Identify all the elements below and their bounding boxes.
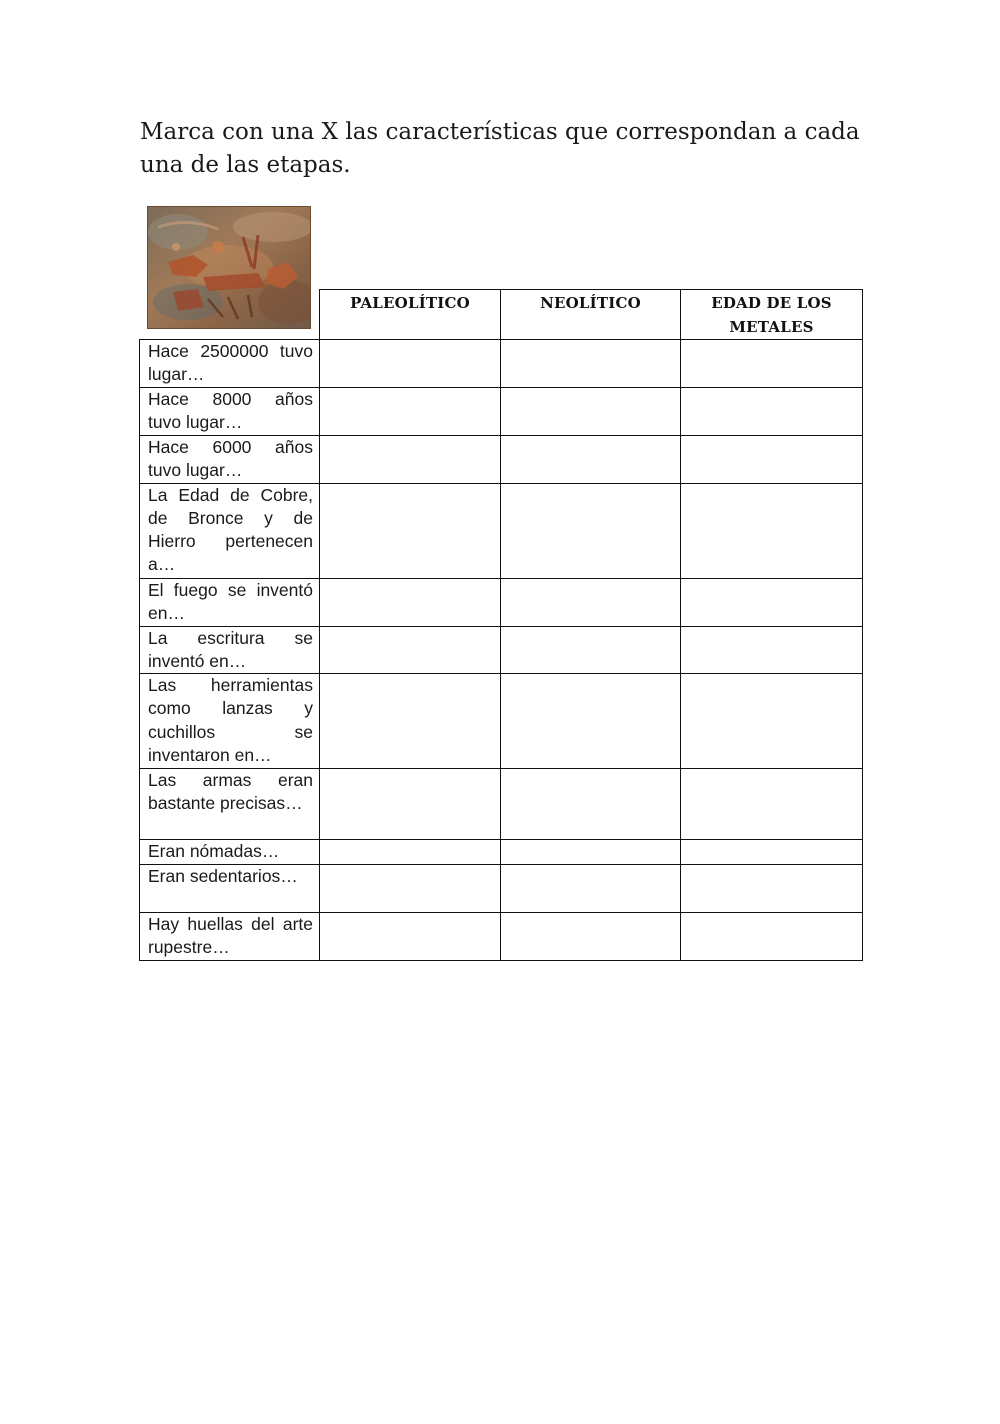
mark-cell-neolitico[interactable] [501, 840, 681, 865]
mark-cell-neolitico[interactable] [501, 483, 681, 578]
mark-cell-metales[interactable] [681, 865, 863, 913]
table-row [140, 435, 863, 483]
mark-cell-neolitico[interactable] [501, 769, 681, 840]
mark-cell-paleolitico[interactable] [320, 913, 501, 961]
mark-cell-paleolitico[interactable] [320, 626, 501, 674]
mark-cell-neolitico[interactable] [501, 435, 681, 483]
mark-cell-paleolitico[interactable] [320, 578, 501, 626]
mark-cell-metales[interactable] [681, 578, 863, 626]
table-row [140, 626, 863, 674]
mark-cell-neolitico[interactable] [501, 340, 681, 388]
mark-cell-neolitico[interactable] [501, 578, 681, 626]
mark-cell-paleolitico[interactable] [320, 769, 501, 840]
row-label: Hay huellas del arte rupestre… [140, 913, 320, 961]
row-label: Hace 8000 años tuvo lugar… [140, 388, 320, 436]
mark-cell-neolitico[interactable] [501, 626, 681, 674]
table-row [140, 340, 863, 388]
mark-cell-paleolitico[interactable] [320, 435, 501, 483]
table-row [140, 388, 863, 436]
row-label: Hace 2500000 tuvo lugar… [140, 340, 320, 388]
row-label: La escritura se inventó en… [140, 626, 320, 674]
mark-cell-metales[interactable] [681, 840, 863, 865]
table-row [140, 483, 863, 578]
mark-cell-metales[interactable] [681, 769, 863, 840]
row-label: Eran nómadas… [140, 840, 320, 865]
table-row [140, 674, 863, 769]
mark-cell-metales[interactable] [681, 913, 863, 961]
row-label: El fuego se inventó en… [140, 578, 320, 626]
table-row [140, 840, 863, 865]
mark-cell-paleolitico[interactable] [320, 840, 501, 865]
mark-cell-metales[interactable] [681, 674, 863, 769]
mark-cell-metales[interactable] [681, 388, 863, 436]
row-label: Las armas eran bastante precisas… [140, 769, 320, 840]
mark-cell-paleolitico[interactable] [320, 674, 501, 769]
header-paleolitico: PALEOLÍTICO [320, 290, 501, 340]
row-label: Eran sedentarios… [140, 865, 320, 913]
row-label: Hace 6000 años tuvo lugar… [140, 435, 320, 483]
mark-cell-paleolitico[interactable] [320, 388, 501, 436]
mark-cell-metales[interactable] [681, 435, 863, 483]
mark-cell-metales[interactable] [681, 483, 863, 578]
table-row [140, 913, 863, 961]
mark-cell-paleolitico[interactable] [320, 483, 501, 578]
header-neolitico: NEOLÍTICO [501, 290, 681, 340]
mark-cell-metales[interactable] [681, 626, 863, 674]
table-row [140, 769, 863, 840]
stages-table [139, 289, 863, 961]
mark-cell-neolitico[interactable] [501, 865, 681, 913]
mark-cell-paleolitico[interactable] [320, 865, 501, 913]
table-row [140, 578, 863, 626]
table-header-row [140, 290, 863, 340]
mark-cell-neolitico[interactable] [501, 913, 681, 961]
mark-cell-paleolitico[interactable] [320, 340, 501, 388]
mark-cell-metales[interactable] [681, 340, 863, 388]
instructions-text: Marca con una X las características que correspondan a cada una de las etapas. [140, 119, 860, 178]
header-edad-de-los-metales: EDAD DE LOS METALES [681, 290, 863, 340]
mark-cell-neolitico[interactable] [501, 388, 681, 436]
table-row [140, 865, 863, 913]
corner-cell [140, 290, 320, 340]
row-label: La Edad de Cobre, de Bronce y de Hierro pertenecen a… [140, 483, 320, 578]
mark-cell-neolitico[interactable] [501, 674, 681, 769]
row-label: Las herramientas como lanzas y cuchillos se inventaron en… [140, 674, 320, 769]
